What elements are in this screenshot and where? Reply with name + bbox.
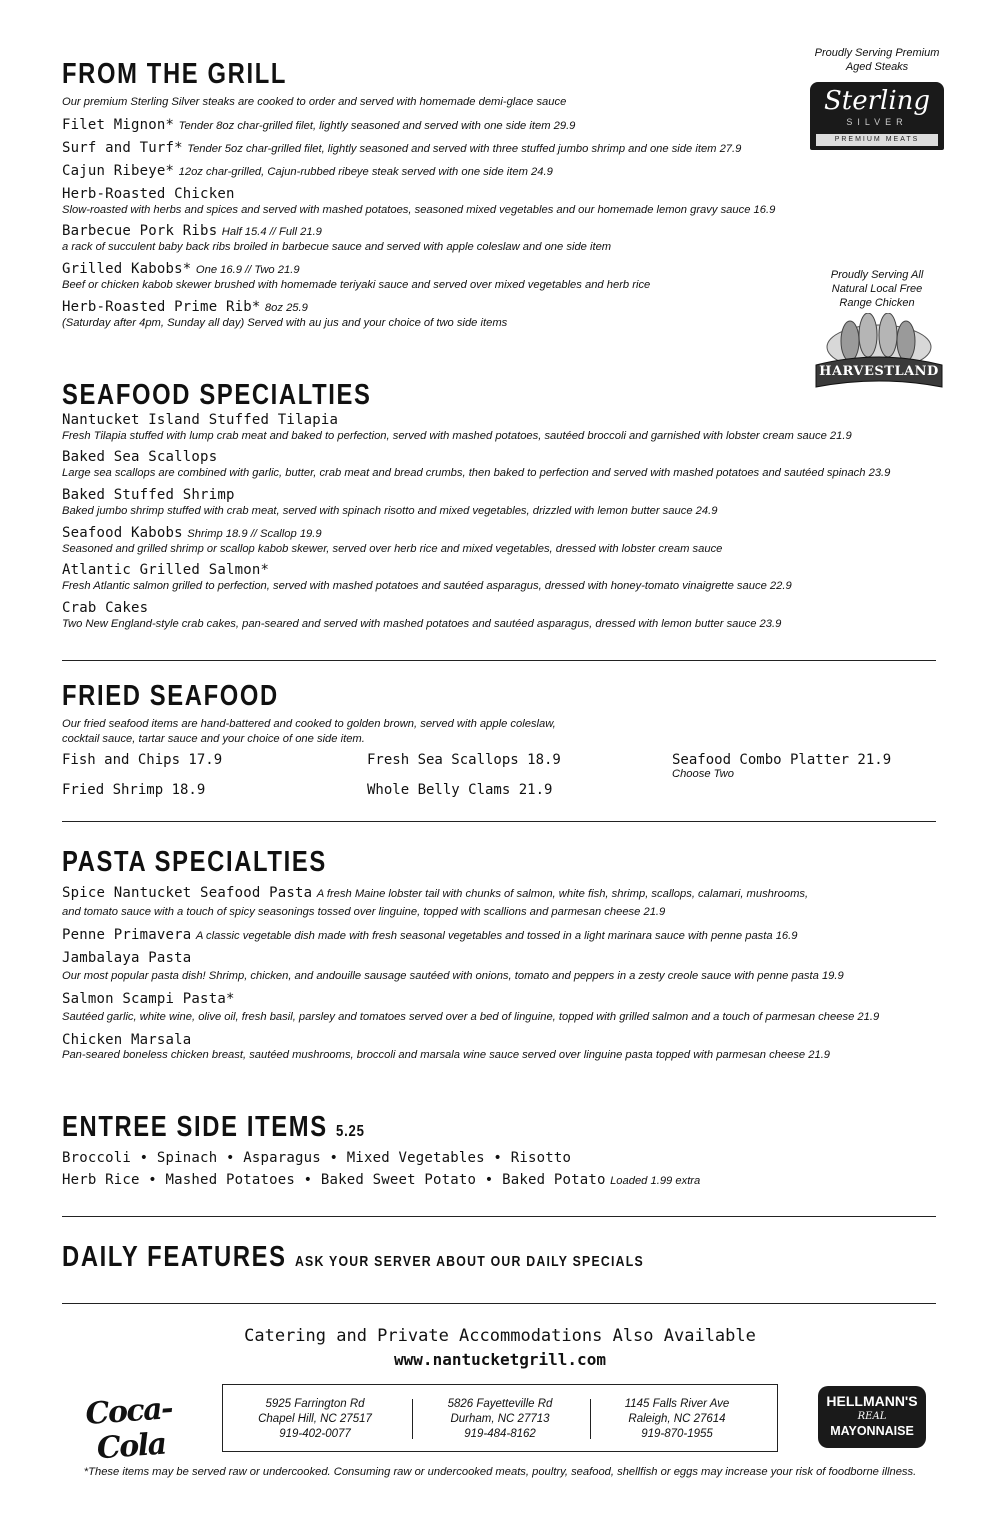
menu-item — [62, 448, 217, 466]
fried-intro: cocktail sauce, tartar sauce and your choice of one side item. — [62, 733, 365, 745]
menu-item — [62, 990, 235, 1008]
item-inline-desc: A classic vegetable dish made with fresh seasonal vegetables and tossed in a light marinara sauce with penne pasta 16.9 — [195, 930, 798, 942]
location-phone[interactable]: 919-484-8162 — [464, 1428, 536, 1440]
item-desc: Slow-roasted with herbs and spices and served with mashed potatoes, seasoned mixed vegetables and our homemade lemon gravy sauce 16.9 — [62, 204, 776, 216]
item-name: Penne Primavera — [62, 927, 192, 943]
item-desc: a rack of succulent baby back ribs broiled in barbecue sauce and served with apple coleslaw and one side item — [62, 241, 612, 253]
item-inline-desc: Tender 8oz char-grilled filet, lightly seasoned and served with one side item 29.9 — [178, 120, 576, 132]
location-raleigh — [585, 1397, 769, 1442]
location-city: Chapel Hill, NC 27517 — [258, 1413, 372, 1425]
location-street: 1145 Falls River Ave — [624, 1398, 730, 1410]
item-inline-desc: One 16.9 // Two 21.9 — [195, 264, 300, 276]
section-title-pasta: PASTA SPECIALTIES — [62, 846, 327, 878]
location-city: Raleigh, NC 27614 — [628, 1413, 726, 1425]
hellmanns-logo — [818, 1386, 926, 1448]
menu-item — [62, 162, 553, 181]
caption-line: Aged Steaks — [845, 61, 909, 73]
hellmanns-bottom: MAYONNAISE — [830, 1424, 914, 1438]
logo-sub: SILVER — [846, 117, 908, 127]
location-street: 5925 Farrington Rd — [265, 1398, 365, 1410]
item-desc: Beef or chicken kabob skewer brushed with homemade teriyaki sauce and served over mixed vegetables and herb rice — [62, 279, 651, 291]
item-inline-desc: 8oz 25.9 — [264, 302, 308, 314]
section-title-grill: FROM THE GRILL — [62, 58, 288, 90]
item-name: Seafood Kabobs — [62, 525, 183, 541]
sides-note: Loaded 1.99 extra — [610, 1175, 701, 1187]
locations-box — [222, 1384, 778, 1452]
item-name: Crab Cakes — [62, 600, 149, 616]
logo-text: HARVESTLAND — [819, 364, 939, 379]
item-name: Nantucket Island Stuffed Tilapia — [62, 412, 339, 428]
item-inline-desc: Tender 5oz char-grilled filet, lightly seasoned and served with three stuffed jumbo shrimp and one side item 27.9 — [187, 143, 742, 155]
hellmanns-mid: REAL — [857, 1411, 887, 1422]
item-desc: Baked jumbo shrimp stuffed with crab meat, served with spinach risotto and mixed vegetables, drizzled with lemon butter sauce 24.9 — [62, 505, 718, 517]
sides-line: Broccoli • Spinach • Asparagus • Mixed Vegetables • Risotto — [62, 1150, 572, 1166]
grill-intro: Our premium Sterling Silver steaks are cooked to order and served with homemade demi-glace sauce — [62, 96, 567, 108]
item-desc: Sautéed garlic, white wine, olive oil, fresh basil, parsley and tomatoes served over a bed of linguine, topped with grilled salmon and a touch of parmesan cheese 21.9 — [62, 1011, 880, 1023]
item-desc: Pan-seared boneless chicken breast, sautéed mushrooms, broccoli and marsala wine sauce served over linguine pasta topped with parmesan cheese 21.9 — [62, 1049, 831, 1061]
foodborne-disclaimer: *These items may be served raw or undercooked. Consuming raw or undercooked meats, poultry, seafood, shellfish or eggs may increase your risk of foodborne illness. — [83, 1466, 917, 1478]
location-city: Durham, NC 27713 — [450, 1413, 550, 1425]
fried-item: Whole Belly Clams 21.9 — [367, 782, 553, 798]
sterling-silver-logo — [810, 82, 944, 150]
item-desc: Fresh Tilapia stuffed with lump crab meat and baked to perfection, served with mashed potatoes, sautéed broccoli and garnished with lobster cream sauce 21.9 — [62, 430, 852, 442]
caption-line: Proudly Serving Premium — [814, 47, 940, 59]
section-title-seafood: SEAFOOD SPECIALTIES — [62, 379, 372, 411]
sides-line — [62, 1171, 700, 1190]
item-desc: Two New England-style crab cakes, pan-seared and served with mashed potatoes and sautéed asparagus, dressed with lemon butter sauce 23.9 — [62, 618, 782, 630]
item-inline-desc: Half 15.4 // Full 21.9 — [221, 226, 322, 238]
item-name: Grilled Kabobs* — [62, 261, 192, 277]
caption-line: Proudly Serving All — [830, 269, 924, 281]
fried-item: Seafood Combo Platter 21.9 — [672, 752, 892, 768]
item-desc: (Saturday after 4pm, Sunday all day) Served with au jus and your choice of two side items — [62, 317, 508, 329]
menu-item — [62, 949, 191, 967]
fried-item: Fish and Chips 17.9 — [62, 752, 223, 768]
location-phone[interactable]: 919-870-1955 — [641, 1428, 713, 1440]
item-inline-desc: Shrimp 18.9 // Scallop 19.9 — [187, 528, 322, 540]
item-name: Surf and Turf* — [62, 140, 183, 156]
divider — [62, 821, 936, 822]
website-link[interactable]: www.nantucketgrill.com — [394, 1350, 606, 1369]
item-desc: Large sea scallops are combined with garlic, butter, crab meat and bread crumbs, then baked to perfection and served with mashed potatoes and sautéed spinach 23.9 — [62, 467, 891, 479]
item-name: Salmon Scampi Pasta* — [62, 991, 235, 1007]
item-name: Jambalaya Pasta — [62, 950, 192, 966]
menu-item — [62, 599, 148, 617]
item-name: Atlantic Grilled Salmon* — [62, 562, 270, 578]
item-name: Herb-Roasted Chicken — [62, 186, 235, 202]
logo-script: Sterling — [823, 86, 931, 116]
item-name: Spice Nantucket Seafood Pasta — [62, 885, 313, 901]
fried-item: Fried Shrimp 18.9 — [62, 782, 206, 798]
sides-price: 5.25 — [335, 1123, 365, 1140]
location-durham — [408, 1397, 592, 1442]
harvestland-logo — [812, 313, 946, 395]
section-title-fried: FRIED SEAFOOD — [62, 680, 279, 712]
coca-cola-script: Coca-Cola — [84, 1391, 174, 1467]
menu-item — [62, 884, 808, 903]
daily-title-text: DAILY FEATURES — [62, 1241, 287, 1273]
fried-item-note: Choose Two — [672, 768, 734, 780]
menu-item — [62, 411, 338, 429]
sterling-caption — [800, 46, 954, 74]
sides-title-text: ENTREE SIDE ITEMS — [62, 1111, 328, 1143]
item-inline-desc: 12oz char-grilled, Cajun-rubbed ribeye steak served with one side item 24.9 — [178, 166, 553, 178]
item-name: Chicken Marsala — [62, 1032, 192, 1048]
item-name: Baked Sea Scallops — [62, 449, 218, 465]
divider — [62, 1303, 936, 1304]
item-name: Baked Stuffed Shrimp — [62, 487, 235, 503]
fried-intro: Our fried seafood items are hand-battered and cooked to golden brown, served with apple coleslaw, — [62, 718, 556, 730]
section-title-daily — [62, 1243, 644, 1272]
location-phone[interactable]: 919-402-0077 — [279, 1428, 351, 1440]
item-name: Cajun Ribeye* — [62, 163, 175, 179]
menu-item — [62, 116, 575, 135]
caption-line: Range Chicken — [839, 297, 915, 309]
section-title-sides — [62, 1113, 365, 1142]
location-chapel-hill — [223, 1397, 407, 1442]
item-desc: and tomato sauce with a touch of spicy seasonings tossed over linguine, topped with scallions and parmesan cheese 21.9 — [62, 906, 666, 918]
menu-item — [62, 561, 269, 579]
harvestland-caption — [800, 268, 954, 310]
item-name: Filet Mignon* — [62, 117, 175, 133]
daily-subtitle: ASK YOUR SERVER ABOUT OUR DAILY SPECIALS — [294, 1253, 644, 1270]
item-desc: Fresh Atlantic salmon grilled to perfection, served with mashed potatoes and sautéed asparagus, dressed with honey-tomato vinaigrette sauce 22.9 — [62, 580, 792, 592]
logo-band: PREMIUM MEATS — [816, 134, 938, 146]
item-name: Herb-Roasted Prime Rib* — [62, 299, 261, 315]
catering-notice: Catering and Private Accommodations Also Available — [244, 1326, 756, 1346]
menu-item — [62, 139, 741, 158]
hellmanns-top: HELLMANN'S — [826, 1393, 918, 1409]
divider — [62, 1216, 936, 1217]
item-inline-desc: A fresh Maine lobster tail with chunks of salmon, white fish, shrimp, scallops, calamari, mushrooms, — [316, 888, 809, 900]
divider — [62, 660, 936, 661]
item-desc: Seasoned and grilled shrimp or scallop kabob skewer, served over herb rice and mixed vegetables, dressed with lobster cream sauce — [62, 543, 723, 555]
coca-cola-logo — [60, 1388, 200, 1467]
menu-item — [62, 486, 235, 504]
location-street: 5826 Fayetteville Rd — [447, 1398, 553, 1410]
fried-item: Fresh Sea Scallops 18.9 — [367, 752, 561, 768]
item-desc: Our most popular pasta dish! Shrimp, chicken, and andouille sausage sautéed with onions, tomato and peppers in a zesty creole sauce with penne pasta 19.9 — [62, 970, 844, 982]
menu-item — [62, 926, 797, 945]
item-name: Barbecue Pork Ribs — [62, 223, 218, 239]
caption-line: Natural Local Free — [831, 283, 923, 295]
menu-item — [62, 185, 235, 203]
corn-icon — [812, 313, 946, 395]
sides-line-text: Herb Rice • Mashed Potatoes • Baked Sweet Potato • Baked Potato — [62, 1172, 606, 1188]
